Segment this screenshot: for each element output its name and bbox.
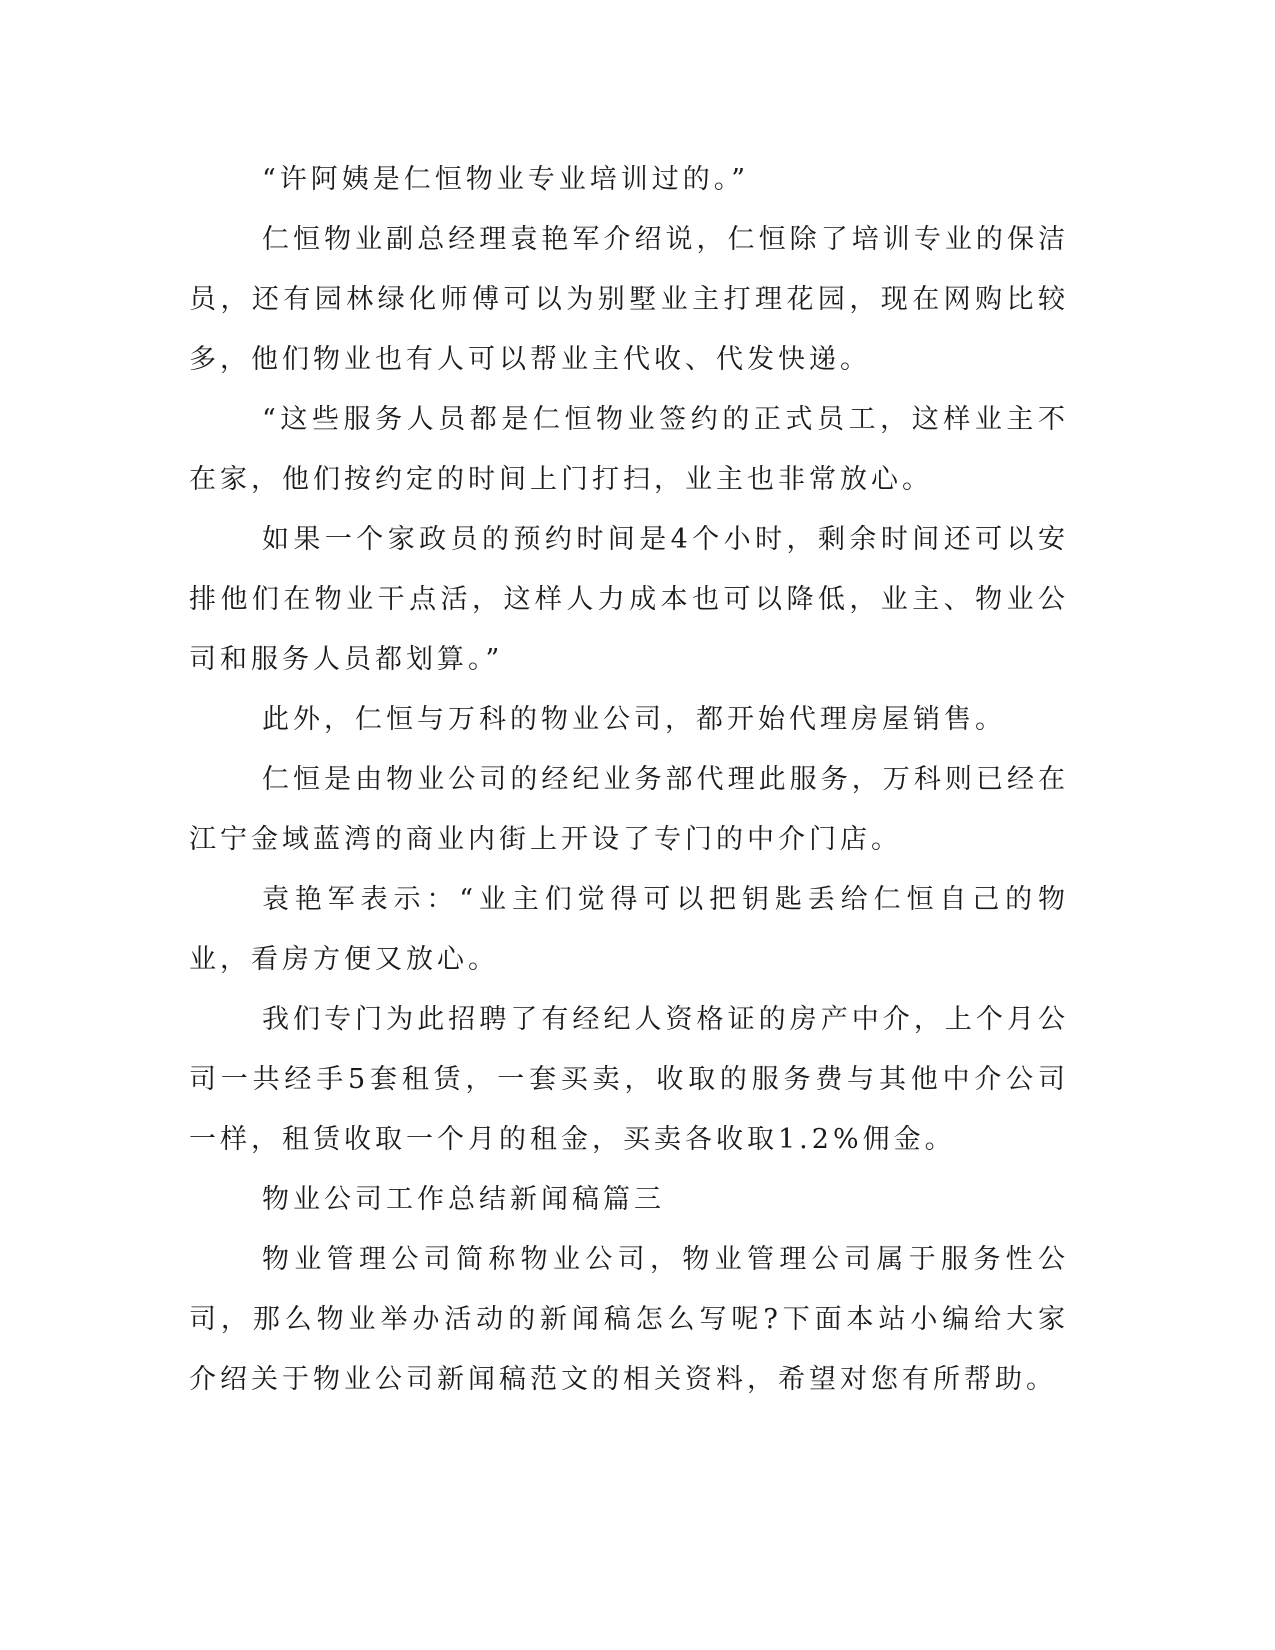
section-heading: 物业公司工作总结新闻稿篇三 — [262, 1184, 665, 1215]
paragraph-6: 仁恒是由物业公司的经纪业务部代理此服务，万科则已经在江宁金域蓝湾的商业内街上开设了专门的中介门店。 — [189, 764, 1069, 855]
paragraph-3: “这些服务人员都是仁恒物业签约的正式员工，这样业主不在家，他们按约定的时间上门打扫，业主也非常放心。 — [189, 404, 1069, 495]
paragraph-10: 物业管理公司简称物业公司，物业管理公司属于服务性公司，那么物业举办活动的新闻稿怎么写呢?下面本站小编给大家介绍关于物业公司新闻稿范文的相关资料，希望对您有所帮助。 — [189, 1244, 1069, 1395]
paragraph-2: 仁恒物业副总经理袁艳军介绍说，仁恒除了培训专业的保洁员，还有园林绿化师傅可以为别墅业主打理花园，现在网购比较多，他们物业也有人可以帮业主代收、代发快递。 — [189, 224, 1069, 375]
paragraph-1: “许阿姨是仁恒物业专业培训过的。” — [262, 164, 750, 195]
paragraph-4: 如果一个家政员的预约时间是4个小时，剩余时间还可以安排他们在物业干点活，这样人力成本也可以降低，业主、物业公司和服务人员都划算。” — [189, 524, 1069, 675]
paragraph-5: 此外，仁恒与万科的物业公司，都开始代理房屋销售。 — [262, 704, 1006, 735]
paragraph-7: 袁艳军表示：“业主们觉得可以把钥匙丢给仁恒自己的物业，看房方便又放心。 — [189, 884, 1069, 975]
paragraph-8: 我们专门为此招聘了有经纪人资格证的房产中介，上个月公司一共经手5套租赁，一套买卖，收取的服务费与其他中介公司一样，租赁收取一个月的租金，买卖各收取1.2%佣金。 — [189, 1004, 1069, 1155]
document-body — [189, 150, 1069, 1410]
